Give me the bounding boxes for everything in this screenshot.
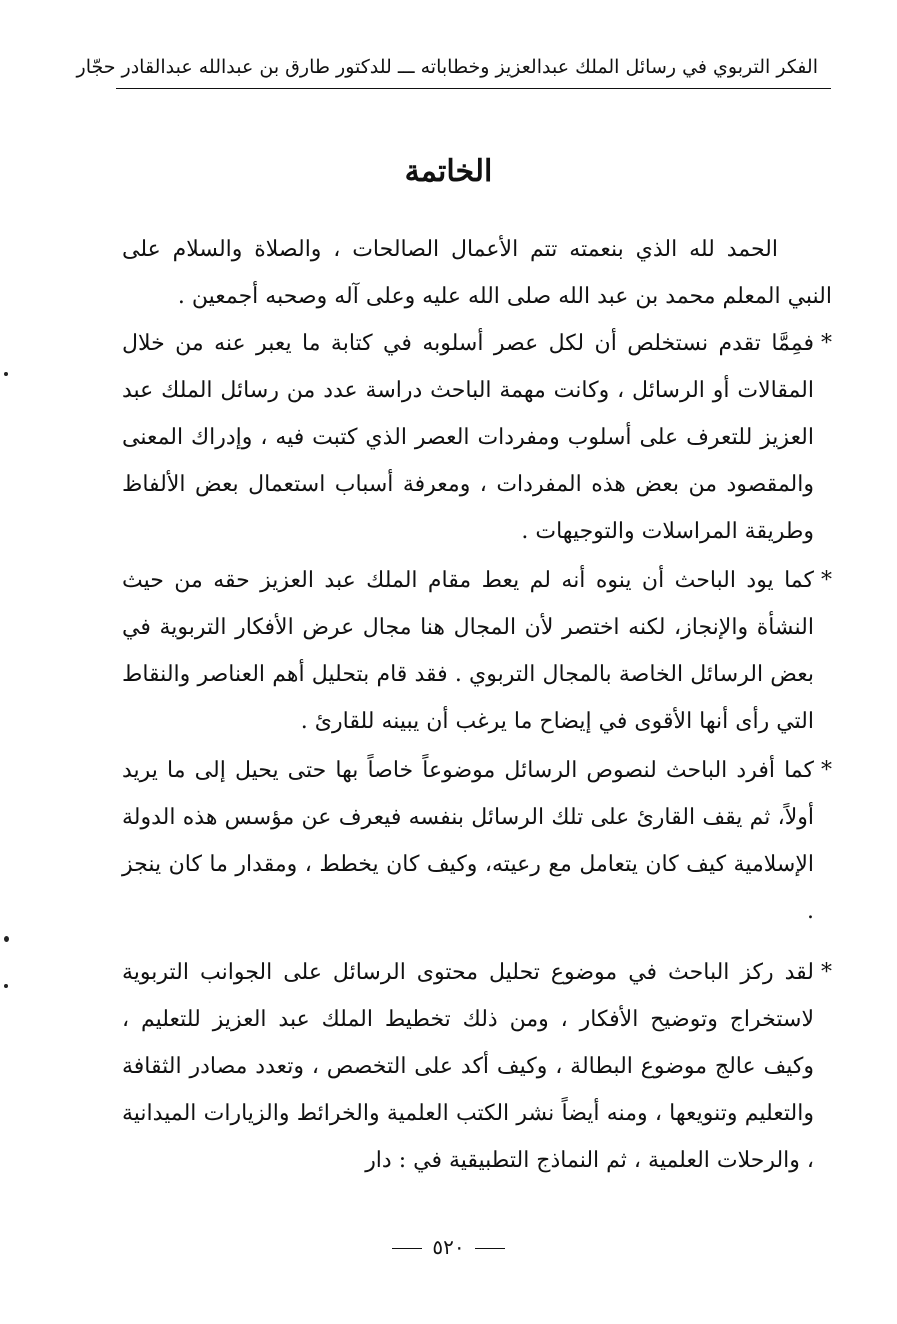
scan-margin-speck bbox=[4, 984, 8, 988]
bullet-paragraph-2 bbox=[122, 557, 832, 745]
bullet-paragraph-1 bbox=[122, 320, 832, 555]
bullet-marker: * bbox=[821, 331, 832, 356]
page-number-text: ٥٢٠ bbox=[432, 1235, 465, 1259]
running-header: الفكر التربوي في رسائل الملك عبدالعزيز وخطاباته ـــ للدكتور طارق بن عبدالله عبدالقادر حجّار bbox=[76, 56, 818, 78]
bullet-paragraph-3 bbox=[122, 747, 832, 935]
bullet-text: كما أفرد الباحث لنصوص الرسائل موضوعاً خاصاً بها حتى يحيل إلى ما يريد أولاً، ثم يقف القارئ على تلك الرسائل بنفسه فيعرف عن مؤسس هذه الدولة الإسلامية كيف كان يتعامل مع رعيته، وكيف كان يخطط ، ومقدار ما كان ينجز . bbox=[122, 758, 814, 924]
bullet-text: فمِمَّا تقدم نستخلص أن لكل عصر أسلوبه في كتابة ما يعبر عنه من خلال المقالات أو الرسائل ، وكانت مهمة الباحث دراسة عدد من رسائل الملك عبد العزيز للتعرف على أسلوب ومفردات العصر الذي كتبت فيه ، وإدراك المعنى والمقصود من بعض هذه المفردات ، ومعرفة أسباب استعمال بعض الألفاظ وطريقة المراسلات والتوجيهات . bbox=[122, 331, 814, 544]
intro-paragraph: الحمد لله الذي بنعمته تتم الأعمال الصالحات ، والصلاة والسلام على النبي المعلم محمد بن عبد الله صلى الله عليه وعلى آله وصحبه أجمعين . bbox=[122, 237, 832, 309]
chapter-title: الخاتمة bbox=[404, 154, 493, 189]
scan-margin-speck bbox=[4, 936, 9, 942]
bullet-marker: * bbox=[821, 758, 832, 783]
page-number-dash-left bbox=[392, 1248, 422, 1249]
bullet-marker: * bbox=[821, 960, 832, 985]
scan-margin-speck bbox=[4, 372, 8, 376]
body-text bbox=[122, 226, 832, 1184]
bullet-text: لقد ركز الباحث في موضوع تحليل محتوى الرسائل على الجوانب التربوية لاستخراج وتوضيح الأفكار ، ومن ذلك تخطيط الملك عبد العزيز للتعليم ، وكيف عالج موضوع البطالة ، وكيف أكد على التخصص ، وتعدد مصادر الثقافة والتعليم وتنويعها ، ومنه أيضاً نشر الكتب العلمية والخرائط والزيارات الميدانية ، والرحلات العلمية ، ثم النماذج التطبيقية في : دار bbox=[122, 960, 814, 1173]
page-number bbox=[0, 1232, 897, 1262]
bullet-text: كما يود الباحث أن ينوه أنه لم يعط مقام الملك عبد العزيز حقه من حيث النشأة والإنجاز، لكنه اختصر لأن المجال هنا مجال عرض الأفكار التربوية في بعض الرسائل الخاصة بالمجال التربوي . فقد قام بتحليل أهم العناصر والنقاط التي رأى أنها الأقوى في إيضاح ما يرغب أن يبينه للقارئ . bbox=[122, 568, 814, 734]
bullet-paragraph-4 bbox=[122, 949, 832, 1184]
page-number-dash-right bbox=[475, 1248, 505, 1249]
bullet-marker: * bbox=[821, 568, 832, 593]
header-rule bbox=[116, 88, 831, 89]
